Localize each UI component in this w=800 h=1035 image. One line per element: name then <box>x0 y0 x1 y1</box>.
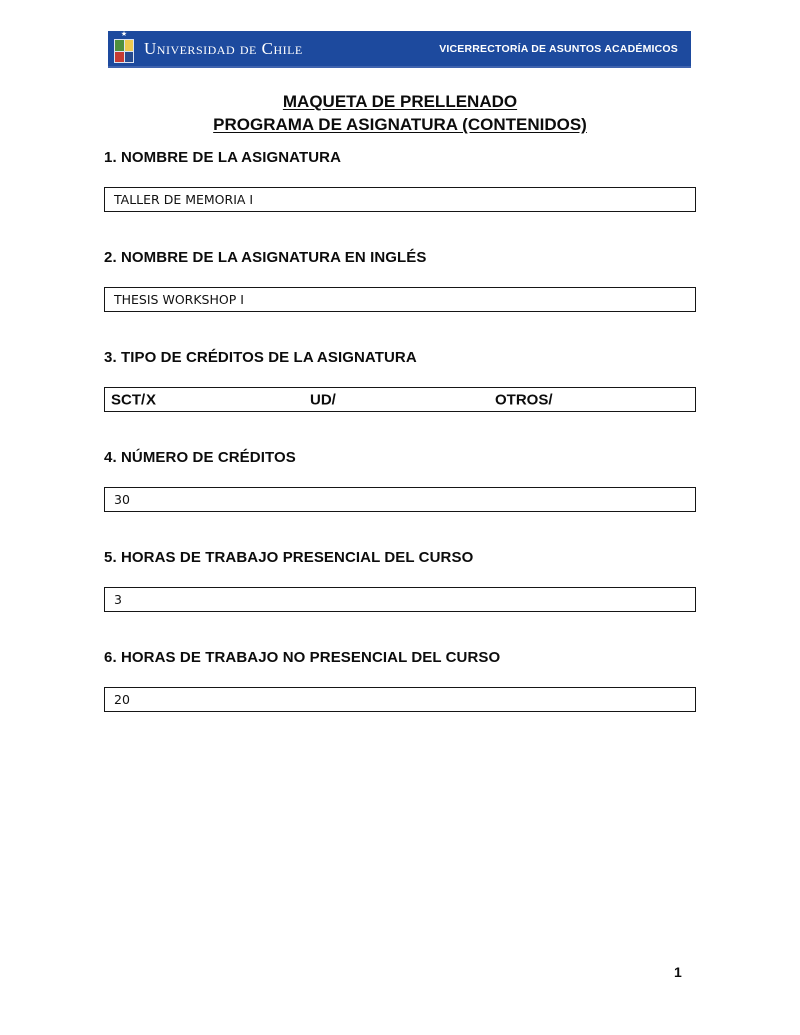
field-input-nombre-ingles[interactable]: THESIS WORKSHOP I <box>104 287 696 312</box>
field-input-numero-creditos[interactable]: 30 <box>104 487 696 512</box>
field-input-tipo-creditos[interactable] <box>104 387 696 412</box>
department-name: VICERRECTORÍA DE ASUNTOS ACADÉMICOS <box>439 42 678 55</box>
sct-value[interactable]: X <box>146 391 157 408</box>
document-title-line2: PROGRAMA DE ASIGNATURA (CONTENIDOS) <box>213 115 587 134</box>
field-input-nombre-asignatura[interactable]: TALLER DE MEMORIA I <box>104 187 696 212</box>
field-label: 6. HORAS DE TRABAJO NO PRESENCIAL DEL CURSO <box>104 649 501 666</box>
field-tipo-creditos <box>104 349 696 412</box>
university-name: Universidad de Chile <box>144 38 303 58</box>
field-nombre-asignatura <box>104 149 696 212</box>
field-label: 3. TIPO DE CRÉDITOS DE LA ASIGNATURA <box>104 349 417 366</box>
document-title-line1: MAQUETA DE PRELLENADO <box>282 92 518 111</box>
field-input-horas-no-presencial[interactable]: 20 <box>104 687 696 712</box>
crest-shield-icon <box>114 39 134 63</box>
field-horas-no-presencial <box>104 649 696 712</box>
star-icon: ★ <box>120 31 128 38</box>
ud-label: UD/ <box>310 391 336 408</box>
page-number: 1 <box>674 964 682 980</box>
field-label: 2. NOMBRE DE LA ASIGNATURA EN INGLÉS <box>104 249 427 266</box>
field-numero-creditos <box>104 449 696 512</box>
field-nombre-ingles <box>104 249 696 312</box>
sct-label: SCT/ <box>111 391 146 408</box>
header-bar <box>108 31 691 68</box>
field-label: 4. NÚMERO DE CRÉDITOS <box>104 449 296 466</box>
field-label: 1. NOMBRE DE LA ASIGNATURA <box>104 149 342 166</box>
otros-label: OTROS/ <box>495 391 553 408</box>
field-horas-presencial <box>104 549 696 612</box>
field-label: 5. HORAS DE TRABAJO PRESENCIAL DEL CURSO <box>104 549 474 566</box>
universidad-de-chile-crest-icon <box>113 32 135 65</box>
document-title <box>0 90 800 136</box>
field-input-horas-presencial[interactable]: 3 <box>104 587 696 612</box>
